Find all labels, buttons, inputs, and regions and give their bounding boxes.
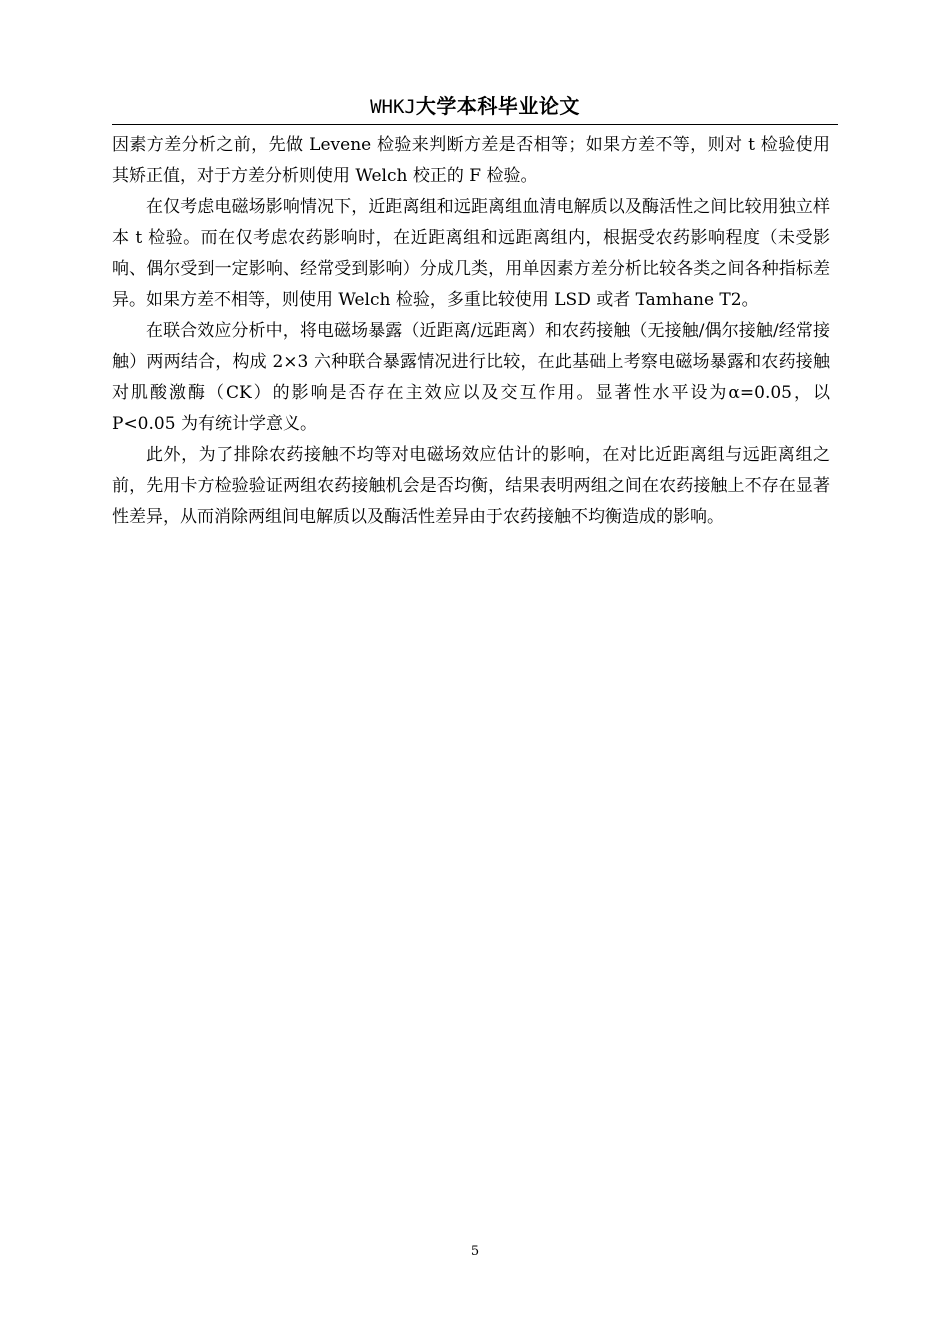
page-number: 5	[470, 1244, 480, 1259]
header-org: WHKJ	[370, 96, 416, 118]
header-rule	[112, 124, 838, 125]
paragraph-continued: 因素方差分析之前，先做 Levene 检验来判断方差是否相等；如果方差不等，则对 t 检验使用其矫正值，对于方差分析则使用 Welch 校正的 F 检验。	[112, 135, 830, 186]
page-header	[0, 92, 950, 121]
paragraph: 在联合效应分析中，将电磁场暴露（近距离/远距离）和农药接触（无接触/偶尔接触/经常接触）两两结合，构成 2×3 六种联合暴露情况进行比较，在此基础上考察电磁场暴露和农药接触对肌酸激酶（CK）的影响是否存在主效应以及交互作用。显著性水平设为α=0.05，以 P<0.05 为有统计学意义。	[112, 321, 830, 434]
header-title: 大学本科毕业论文	[415, 94, 580, 118]
paragraph: 在仅考虑电磁场影响情况下，近距离组和远距离组血清电解质以及酶活性之间比较用独立样本 t 检验。而在仅考虑农药影响时，在近距离组和远距离组内，根据受农药影响程度（未受影响、偶尔受到一定影响、经常受到影响）分成几类，用单因素方差分析比较各类之间各种指标差异。如果方差不相等，则使用 Welch 检验，多重比较使用 LSD 或者 Tamhane T2。	[112, 197, 830, 310]
paragraph: 此外，为了排除农药接触不均等对电磁场效应估计的影响，在对比近距离组与远距离组之前，先用卡方检验验证两组农药接触机会是否均衡，结果表明两组之间在农药接触上不存在显著性差异，从而消除两组间电解质以及酶活性差异由于农药接触不均衡造成的影响。	[112, 445, 830, 527]
body-text	[112, 130, 830, 533]
